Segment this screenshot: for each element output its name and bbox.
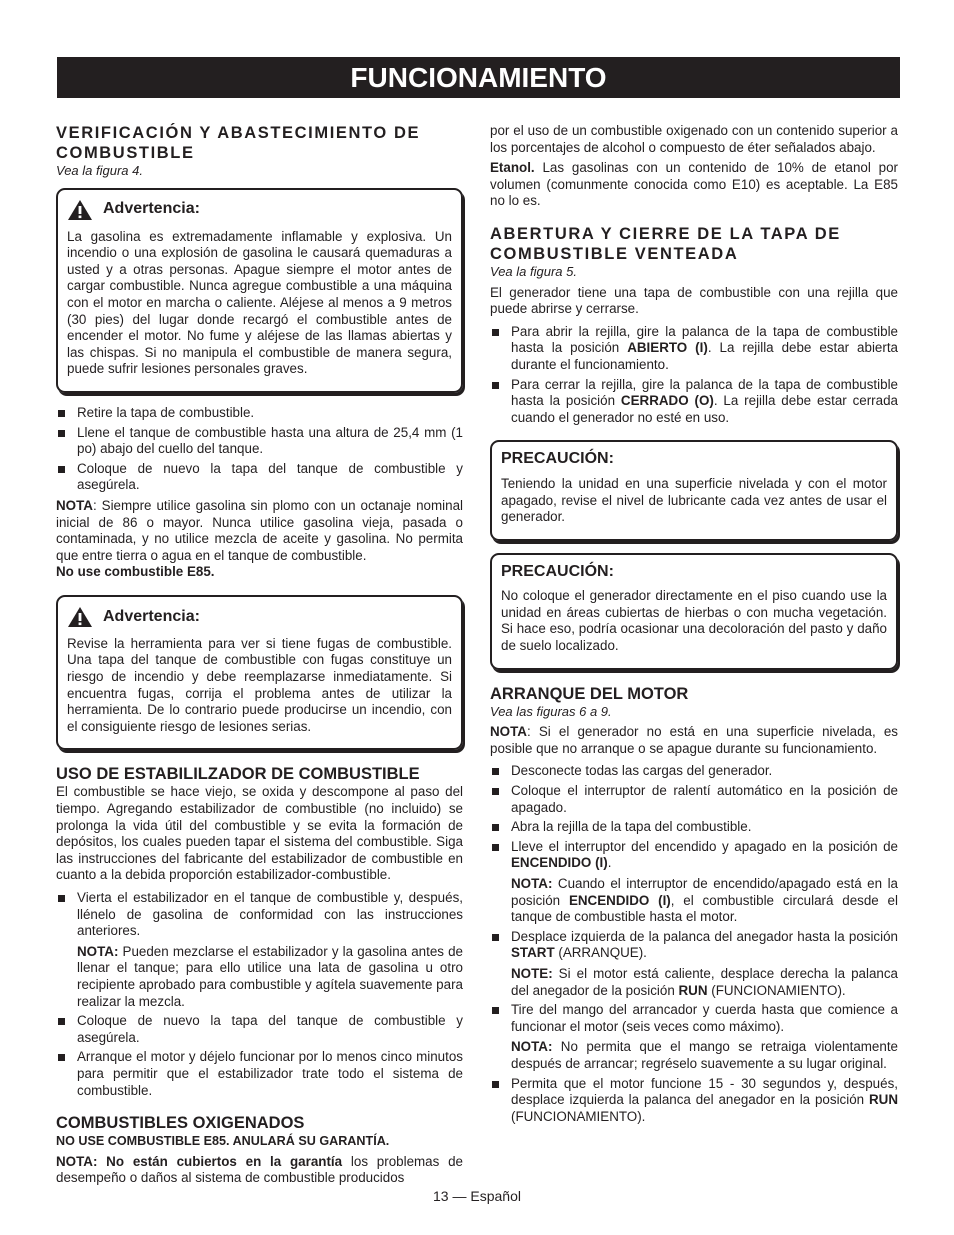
list-item: Coloque de nuevo la tapa del tanque de combustible y asegúrela. — [56, 461, 463, 494]
fuel-cap-text: El generador tiene una tapa de combustible con una rejilla que puede abrirse y cerrarse. — [490, 284, 898, 317]
figure-reference: Vea las figuras 6 a 9. — [490, 703, 612, 719]
engine-start-note: NOTA: Si el generador no está en una superficie nivelada, es posible que no arranque o se apague durante su funcionamiento. — [490, 724, 898, 756]
bullet-icon — [58, 466, 65, 473]
list-item: Retire la tapa de combustible. — [56, 405, 463, 422]
bullet-icon — [58, 895, 65, 902]
list-item: Para cerrar la rejilla, gire la palanca de la tapa de combustible hasta la posición CERRADO (O). La rejilla debe estar cerrada cuando el generador no esté en uso. — [490, 377, 898, 427]
list-item: Lleve el interruptor del encendido y apagado en la posición de ENCENDIDO (I). NOTA: Cuando el interruptor de encendido/apagado está en la posición ENCENDIDO (I), el combustible circulará desde el tanque de combustible hasta el motor. — [490, 839, 898, 926]
ethanol-note: Etanol. Las gasolinas con un contenido de 10% de etanol por volumen (comunmente conocida como E10) es aceptable. La E85 no lo es. — [490, 160, 898, 209]
warning-box-leaks — [56, 595, 463, 751]
caution-text: Teniendo la unidad en una superficie nivelada y con el motor apagado, revise el nivel de lubricante cada vez antes de usar el generador. — [501, 475, 887, 525]
stabilizer-list — [56, 890, 463, 1099]
e85-warning: NO USE COMBUSTIBLE E85. ANULARÁ SU GARANTÍA. — [56, 1134, 390, 1149]
caution-text: No coloque el generador directamente en el piso cuando use la unidad en áreas cubiertas de hierbas o con mucha vegetación. Si hace eso, podría ocasionar una decoloración del pasto y daño de suelo localizado. — [501, 588, 887, 654]
bullet-icon — [492, 382, 499, 389]
fuel-note: NOTA: Siempre utilice gasolina sin plomo con un octanaje nominal inicial de 86 o mayor. Nunca utilice gasolina vieja, pasada o contaminada, y no utilice mezcla de aceite y gasolina. No permita que entre tierra o agua en el tanque de combustible. No use combustible E85. — [56, 497, 463, 580]
list-item: Vierta el estabilizador en el tanque de combustible y, después, llénelo de gasolina de conformidad con las instrucciones anteriores. NOTA: Pueden mezclarse el estabilizador y la gasolina antes de llenar el tanque; para ello utilice una lata de gasolina u otro recipiente aprobado para combustible y agítela suavemente para realizar la mezcla. — [56, 890, 463, 1010]
warning-text: La gasolina es extremadamente inflamable y explosiva. Un incendio o una explosión de gasolina le causará quemaduras a usted y a otras personas. Apague siempre el motor antes de cargar combustible. Nunca agregue combustible a una máquina con el motor en marcha o caliente. Aléjese al menos a 9 metros (30 pies) del lugar donde recargó el combustible antes de encender el motor. No fume y aléjese de las llamas abiertas y las chispas. Si no manipula el combustible de manera segura, puede sufrir lesiones personales graves. — [67, 228, 452, 377]
section-title-oxygenated: COMBUSTIBLES OXIGENADOS — [56, 1114, 305, 1133]
item-note: NOTA: Cuando el interruptor de encendido/apagado está en la posición ENCENDIDO (I), el combustible circulará desde el tanque de combustible hasta el motor. — [511, 876, 898, 925]
list-item: Coloque el interruptor de ralentí automático en la posición de apagado. — [490, 783, 898, 816]
bullet-icon — [492, 1007, 499, 1014]
section-title-fuel-check: VERIFICACIÓN Y ABASTECIMIENTO DE COMBUSTIBLE — [56, 124, 421, 162]
bullet-icon — [492, 329, 499, 336]
caution-box-vegetation — [490, 553, 898, 670]
list-item: Llene el tanque de combustible hasta una altura de 25,4 mm (1 po) abajo del cuello del tanque. — [56, 425, 463, 458]
section-title-fuel-cap: ABERTURA Y CIERRE DE LA TAPA DE COMBUSTIBLE VENTEADA — [490, 224, 841, 263]
caution-title: PRECAUCIÓN: — [501, 450, 614, 468]
bullet-icon — [492, 844, 499, 851]
fuel-cap-list — [490, 324, 898, 427]
bullet-icon — [492, 788, 499, 795]
figure-reference: Vea la figura 5. — [490, 263, 577, 279]
warning-box-gasoline — [56, 188, 463, 393]
oxygenated-continued: por el uso de un combustible oxigenado con un contenido superior a los porcentajes de alcohol o compuesto de éter señalados abajo. — [490, 123, 898, 155]
bullet-icon — [58, 410, 65, 417]
warning-triangle-icon — [67, 199, 93, 221]
list-item: Permita que el motor funcione 15 - 30 segundos y, después, desplace izquierda la palanca del anegador en la posición RUN (FUNCIONAMIENTO). — [490, 1076, 898, 1126]
page-title: FUNCIONAMIENTO — [57, 57, 900, 98]
bullet-icon — [58, 430, 65, 437]
warning-text: Revise la herramienta para ver si tiene fugas de combustible. Una tapa del tanque de combustible con fugas constituye un riesgo de incendio y debe reemplazarse inmediatamente. Si encuentra fugas, corrija el problema antes de utilizar la herramienta. De lo contrario puede producirse un incendio, con el consiguiente riesgo de lesiones serias. — [67, 635, 452, 734]
caution-title: PRECAUCIÓN: — [501, 562, 614, 580]
caution-box-lubricant — [490, 440, 898, 540]
warning-title: Advertencia: — [103, 200, 200, 218]
warning-title: Advertencia: — [103, 607, 200, 625]
list-item: Coloque de nuevo la tapa del tanque de combustible y asegúrela. — [56, 1013, 463, 1046]
section-title-engine-start: ARRANQUE DEL MOTOR — [490, 684, 689, 703]
item-note: NOTE: Si el motor está caliente, desplace derecha la palanca del anegador de la posición RUN (FUNCIONAMIENTO). — [511, 965, 898, 998]
page-footer: 13 — Español — [433, 1188, 521, 1204]
fuel-steps-list — [56, 405, 463, 494]
list-item: Para abrir la rejilla, gire la palanca de la tapa de combustible hasta la posición ABIERTO (I). La rejilla debe estar abierta durante el funcionamiento. — [490, 324, 898, 374]
figure-reference: Vea la figura 4. — [56, 163, 143, 178]
list-item: Abra la rejilla de la tapa del combustible. — [490, 819, 898, 836]
item-note: NOTA: Pueden mezclarse el estabilizador y la gasolina antes de llenar el tanque; para ello utilice una lata de gasolina u otro recipiente aprobado para combustible y agítela suavemente para realizar la mezcla. — [77, 943, 463, 1009]
warranty-note: NOTA: No están cubiertos en la garantía los problemas de desempeño o daños al sistema de combustible producidos — [56, 1153, 463, 1186]
item-note: NOTA: No permita que el mango se retraiga violentamente después de arrancar; regréselo suavemente a su lugar original. — [511, 1039, 898, 1071]
stabilizer-text: El combustible se hace viejo, se oxida y descompone al paso del tiempo. Agregando estabilizador de combustible (no incluido) se prolonga la vida útil del combustible y se evita la formación de depósitos, los cuales pueden tapar el sistema del combustible. Siga las instrucciones del fabricante del estabilizador de combustible en cuanto a la debida proporción estabilizador-combustible. — [56, 784, 463, 883]
bullet-icon — [58, 1054, 65, 1061]
bullet-icon — [58, 1018, 65, 1025]
bullet-icon — [492, 934, 499, 941]
section-title-stabilizer: USO DE ESTABILILZADOR DE COMBUSTIBLE — [56, 765, 420, 784]
left-column — [56, 123, 463, 1191]
right-column — [490, 123, 898, 1129]
bullet-icon — [492, 768, 499, 775]
warning-triangle-icon — [67, 606, 93, 628]
engine-start-list — [490, 763, 898, 1125]
bullet-icon — [492, 824, 499, 831]
list-item: Arranque el motor y déjelo funcionar por lo menos cinco minutos para permitir que el estabilizador trate todo el sistema de combustible. — [56, 1049, 463, 1099]
list-item: Tire del mango del arrancador y cuerda hasta que comience a funcionar el motor (seis veces como máximo). NOTA: No permita que el mango se retraiga violentamente después de arrancar; regréselo suavemente a su lugar original. — [490, 1002, 898, 1072]
list-item: Desplace izquierda de la palanca del anegador hasta la posición START (ARRANQUE). NOTE: Si el motor está caliente, desplace derecha la palanca del anegador de la posición RUN (FUNCIONAMIENTO). — [490, 929, 898, 999]
list-item: Desconecte todas las cargas del generador. — [490, 763, 898, 780]
bullet-icon — [492, 1081, 499, 1088]
